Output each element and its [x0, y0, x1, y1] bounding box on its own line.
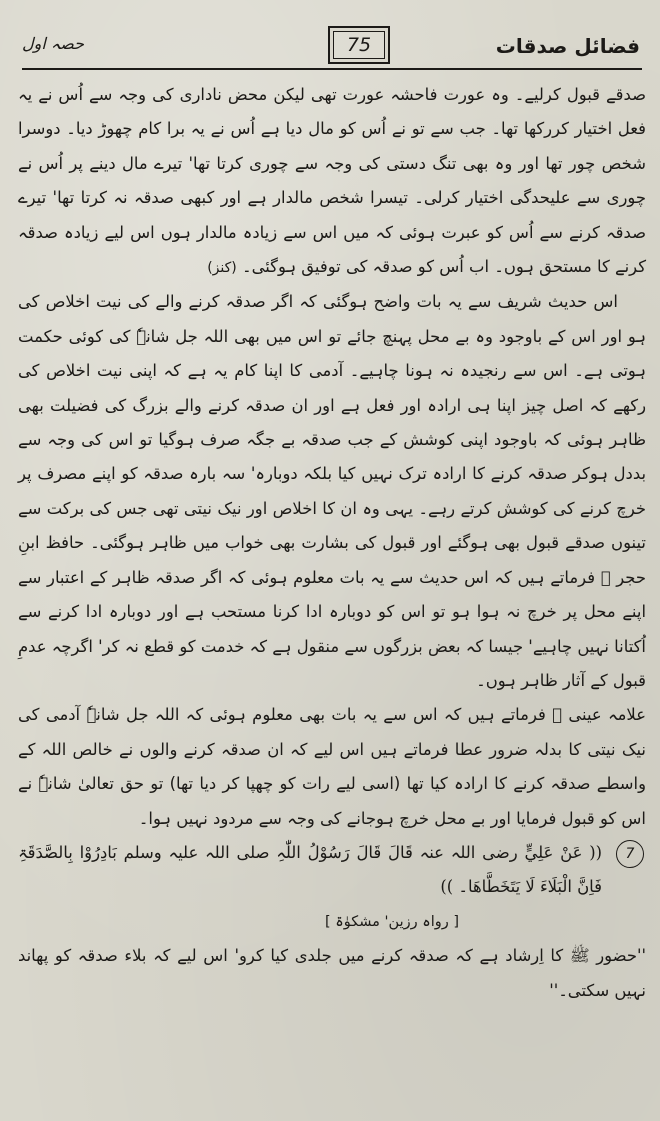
- source-tag: (کنز): [207, 260, 237, 277]
- section-label: حصہ اول: [22, 34, 85, 53]
- hadith-block: [18, 836, 646, 905]
- page-header: [18, 0, 646, 62]
- hadith-reference: [ رواہ رزین' مشکوٰۃ ]: [324, 913, 460, 930]
- header-divider: [22, 68, 642, 70]
- book-title: فضائل صدقات: [495, 34, 640, 58]
- paragraph-2: اس حدیث شریف سے یہ بات واضح ہوگئی کہ اگر صدقہ کرنے والے کی نیت اخلاص کی ہو اور اس کے باوجود وہ بے محل پہنچ جائے تو اس میں بھی اللہ جل شانہٗ کی کوئی حکمت ہوتی ہے۔ اس سے رنجیدہ نہ ہونا چاہیے۔ آدمی کا اپنا کام یہ ہے کہ اپنی نیت اخلاص کی رکھے کہ اصل چیز اپنا ہی ارادہ اور فعل ہے اور ان صدقہ کرنے والے بزرگ کی فضیلت بھی ظاہر ہوئی کہ باوجود اپنی کوشش کے جب صدقہ بے جگہ صرف ہوگیا تو اس کی وجہ سے بددل ہوکر صدقہ کرنے کا ارادہ ترک نہیں کیا بلکہ دوبارہ' سہ بارہ صدقہ کو اپنے مصرف پر خرچ کرنے کی کوشش کرتے رہے۔ یہی وہ ان کا اخلاص اور نیک نیتی تھی جس کی برکت سے تینوں صدقے قبول بھی ہوگئے اور قبول کی بشارت بھی خواب میں ظاہر ہوگئی۔ حافظ ابنِ حجر ﷫ فرماتے ہیں کہ اس حدیث سے یہ بات معلوم ہوئی کہ اگر صدقہ ظاہر کے اعتبار سے اپنے محل پر خرچ نہ ہوا ہو تو اس کو دوبارہ ادا کرنا مستحب ہے اور دوبارہ ادا کرنے سے اُکتانا نہیں چاہیے' جیسا کہ بعض بزرگوں سے منقول ہے کہ خدمت کو قطع نہ کر' اگرچہ عدمِ قبول کے آثار ظاہر ہوں۔: [18, 292, 646, 690]
- page-body: [18, 78, 646, 1008]
- paragraph-1: [18, 78, 646, 285]
- hadith-number: 7: [616, 840, 644, 868]
- paragraph-3: علامہ عینی ﷫ فرماتے ہیں کہ اس سے یہ بات بھی معلوم ہوئی کہ اللہ جل شانہٗ آدمی کی نیک نیتی کا بدلہ ضرور عطا فرماتے ہیں اس لیے کہ ان صدقہ کرنے والوں نے خالص اللہ کے واسطے صدقہ کرنے کا ارادہ کیا تھا (اسی لیے رات کو چھپا کر دیا تھا) تو حق تعالیٰ شانہٗ نے اس کو قبول فرمایا اور بے محل خرچ ہوجانے کی وجہ سے مردود نہیں ہوا۔: [18, 705, 646, 828]
- hadith-translation: ''حضور ﷺ کا اِرشاد ہے کہ صدقہ کرنے میں جلدی کیا کرو' اس لیے کہ بلاء صدقہ کو پھاند نہیں سکتی۔'': [18, 946, 646, 1000]
- hadith-arabic: (( عَنْ عَلِيٍّ رضی اللہ عنہ قَالَ قَالَ رَسُوْلُ اللّٰہِ صلی اللہ علیہ وسلم بَادِرُوْا بِالصَّدَقَۃِ فَاِنَّ الْبَلَاءَ لَا یَتَخَطَّاھَا۔ )): [18, 842, 602, 897]
- paragraph-1-text: صدقے قبول کرلیے۔ وہ عورت فاحشہ عورت تھی لیکن محض ناداری کی وجہ سے اُس نے یہ فعل اختیار کررکھا تھا۔ جب سے تو نے اُس کو مال دیا ہے اُس نے یہ برا کام چھوڑ دیا۔ دوسرا شخص چور تھا اور وہ بھی تنگ دستی کی وجہ سے چوری کرتا تھا' تیرے مال دینے پر اُس نے چوری سے علیحدگی اختیار کرلی۔ تیسرا شخص مالدار ہے اور کبھی صدقہ نہ کرتا تھا' تیرے صدقہ کرنے سے اُس کو عبرت ہوئی کہ میں اس سے زیادہ مالدار ہوں اس لیے زیادہ صدقہ کرنے کا مستحق ہوں۔ اب اُس کو صدقہ کی توفیق ہوگئی۔: [18, 85, 647, 277]
- page-number: 75: [328, 26, 390, 64]
